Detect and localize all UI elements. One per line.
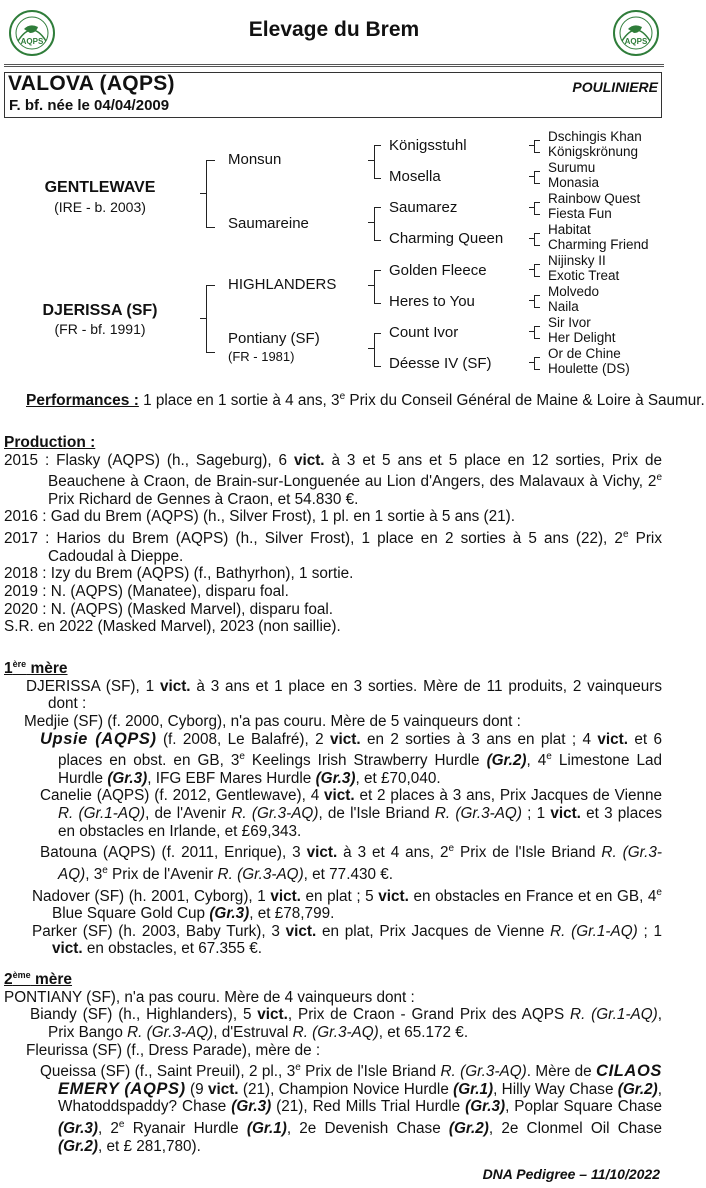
pedigree-g4: Charming Friend [548,237,649,252]
mere2-section [4,967,662,1155]
page-title: Elevage du Brem [248,18,420,41]
horse-category: POULINIERE [572,79,658,95]
header-divider [4,66,664,67]
pedigree-bracket-tick [529,300,534,301]
footer-credit: DNA Pedigree – 11/10/2022 [482,1166,660,1182]
pedigree-g3: Heres to You [389,293,475,310]
pedigree-g4: Sir Ivor [548,315,591,330]
pedigree-g2: Saumareine [228,215,309,232]
pedigree-g4: Königskrönung [548,144,639,159]
pedigree-bracket-tick [529,362,534,363]
pedigree-bracket [534,202,540,215]
mere2-entry: Fleurissa (SF) (f., Dress Parade), mère de : [26,1041,321,1059]
pedigree-g4: Nijinsky II [548,253,606,268]
pedigree-bracket [374,207,381,241]
pedigree-dam-info: (FR - bf. 1991) [54,321,146,337]
pedigree-bracket [534,140,540,153]
pedigree-bracket [534,357,540,370]
mere1-entry: Upsie (AQPS) (f. 2008, Le Balafré), 2 vict. en 2 sorties à 3 ans en plat ; 4 vict. et 6 places en obst. en GB, 3e Keelings Irish Strawberry Hurdle (Gr.2), 4e Limestone Lad Hurdle (Gr.3), IFG EBF Mares Hurdle (Gr.3), et £70,040. [40,729,662,787]
mere2-entry: Queissa (SF) (f., Saint Preuil), 2 pl., 3e Prix de l'Isle Briand R. (Gr.3-AQ). Mère de CILAOS EMERY (AQPS) (9 vict. (21), Champion Novice Hurdle (Gr.1), Hilly Way Chase (Gr.2), Whatoddspaddy? Chase (Gr.3) (21), Red Mills Trial Hurdle (Gr.3), Poplar Square Chase (Gr.3), 2e Ryanair Hurdle (Gr.1), 2e Devenish Chase (Gr.2), 2e Clonmel Oil Chase (Gr.2), et £ 281,780). [40,1062,663,1155]
pedigree-dam: DJERISSA (SF) [42,302,158,319]
performances-text: 1 place en 1 sortie à 4 ans, 3e Prix du Conseil Général de Maine & Loire à Saumur. [143,391,705,410]
mere1-entry: Canelie (AQPS) (f. 2012, Gentlewave), 4 vict. et 2 places à 3 ans, Prix Jacques de Vienne R. (Gr.1-AQ), de l'Avenir R. (Gr.3-AQ), de l'Isle Briand R. (Gr.3-AQ) ; 1 vict. et 3 places en obstacles en Irlande, et £69,343. [40,787,663,840]
pedigree-g2: Pontiany (SF) [228,330,320,347]
horse-name: VALOVA (AQPS) [8,72,175,95]
production-section [4,434,662,636]
pedigree-g4: Habitat [548,222,591,237]
pedigree-bracket [534,295,540,308]
pedigree-g4: Her Delight [548,330,616,345]
pedigree-bracket [534,326,540,339]
performances-section [4,388,706,410]
pedigree-g3: Golden Fleece [389,262,487,279]
pedigree-bracket-tick [529,269,534,270]
production-item: 2017 : Harios du Brem (AQPS) (h., Silver Frost), 1 place en 2 sorties à 5 ans (22), 2e Prix Cadoudal à Dieppe. [4,529,662,565]
pedigree-bracket-tick [529,145,534,146]
pedigree-g4: Molvedo [548,284,600,299]
pedigree-g4: Dschingis Khan [548,129,642,144]
pedigree-bracket [534,171,540,184]
pedigree-bracket-tick [200,318,206,319]
pedigree-bracket-tick [368,160,374,161]
production-item: 2019 : N. (AQPS) (Manatee), disparu foal. [4,582,289,600]
pedigree-g4: Monasia [548,175,600,190]
pedigree-g4: Exotic Treat [548,268,620,283]
mere1-entry: Nadover (SF) (h. 2001, Cyborg), 1 vict. en plat ; 5 vict. en obstacles en France et en GB, 4e Blue Square Gold Cup (Gr.3), et £78,799. [32,886,662,923]
mere1-section [4,656,662,958]
pedigree-g3: Déesse IV (SF) [389,355,492,372]
pedigree-sire-info: (IRE - b. 2003) [54,199,146,215]
logo-text: AQPS [20,37,44,46]
mere1-entry: Medjie (SF) (f. 2000, Cyborg), n'a pas couru. Mère de 5 vainqueurs dont : [24,712,521,730]
pedigree-g3: Königsstuhl [389,137,467,154]
pedigree-bracket [206,285,215,353]
pedigree-g4: Or de Chine [548,346,621,361]
pedigree-g2: Monsun [228,151,282,168]
mere2-intro: PONTIANY (SF), n'a pas couru. Mère de 4 vainqueurs dont : [4,988,415,1006]
mere1-entry: Parker (SF) (h. 2003, Baby Turk), 3 vict. en plat, Prix Jacques de Vienne R. (Gr.1-AQ) ; 1 vict. en obstacles, et 67.355 €. [32,922,662,958]
pedigree-bracket-tick [368,348,374,349]
pedigree-bracket [374,333,381,367]
mere2-heading: 2ème mère [4,970,73,989]
header-divider [4,64,664,65]
pedigree-g2-note: (FR - 1981) [228,349,295,364]
pedigree-g4: Houlette (DS) [548,361,630,376]
pedigree-g4: Naila [548,299,579,314]
pedigree-sire: GENTLEWAVE [44,179,156,196]
mere1-entry: Batouna (AQPS) (f. 2011, Enrique), 3 vict. à 3 et 4 ans, 2e Prix de l'Isle Briand R. (Gr.3-AQ), 3e Prix de l'Avenir R. (Gr.3-AQ), et 77.430 €. [40,843,663,883]
logo-text: AQPS [624,37,648,46]
pedigree-g3: Charming Queen [389,230,504,247]
horse-subtitle: F. bf. née le 04/04/2009 [9,97,170,114]
aqps-logo-right [612,9,660,57]
mere2-entry: Biandy (SF) (h., Highlanders), 5 vict., Prix de Craon - Grand Prix des AQPS R. (Gr.1-AQ), Prix Bango R. (Gr.3-AQ), d'Estruval R. (Gr.3-AQ), et 65.172 €. [30,1006,662,1041]
pedigree-bracket-tick [368,222,374,223]
pedigree-g3: Mosella [389,168,441,185]
pedigree-bracket-tick [368,285,374,286]
mere1-heading: 1ère mère [4,659,68,678]
pedigree-g4: Surumu [548,160,596,175]
performances-heading: Performances : [26,392,139,410]
production-heading: Production : [4,434,96,451]
pedigree-bracket-tick [529,238,534,239]
pedigree-bracket-tick [529,331,534,332]
mere1-intro: DJERISSA (SF), 1 vict. à 3 ans et 1 place en 3 sorties. Mère de 11 produits, 2 vainqueurs dont : [26,677,662,713]
pedigree-bracket-tick [529,207,534,208]
pedigree-g4: Fiesta Fun [548,206,612,221]
pedigree-g3: Saumarez [389,199,458,216]
pedigree-bracket [374,270,381,304]
production-item: 2018 : Izy du Brem (AQPS) (f., Bathyrhon), 1 sortie. [4,565,354,583]
production-item: 2016 : Gad du Brem (AQPS) (h., Silver Frost), 1 pl. en 1 sortie à 5 ans (21). [4,508,515,526]
production-item: 2015 : Flasky (AQPS) (h., Sageburg), 6 vict. à 3 et 5 ans et 5 place en 12 sorties, Prix de Beauchene à Craon, de Brain-sur-Longuenée au Lion d'Angers, des Malavaux à Vichy, 2e Prix Richard de Gennes à Craon, et 54.830 €. [4,451,663,508]
pedigree-bracket-tick [200,193,206,194]
production-item: S.R. en 2022 (Masked Marvel), 2023 (non saillie). [4,618,341,636]
pedigree-bracket [534,264,540,277]
pedigree-bracket-tick [529,176,534,177]
pedigree-bracket [206,160,215,228]
pedigree-bracket [374,145,381,179]
pedigree-g4: Rainbow Quest [548,191,641,206]
pedigree-g3: Count Ivor [389,324,459,341]
pedigree-bracket [534,233,540,246]
pedigree-g2: HIGHLANDERS [228,276,337,293]
production-item: 2020 : N. (AQPS) (Masked Marvel), disparu foal. [4,600,334,618]
